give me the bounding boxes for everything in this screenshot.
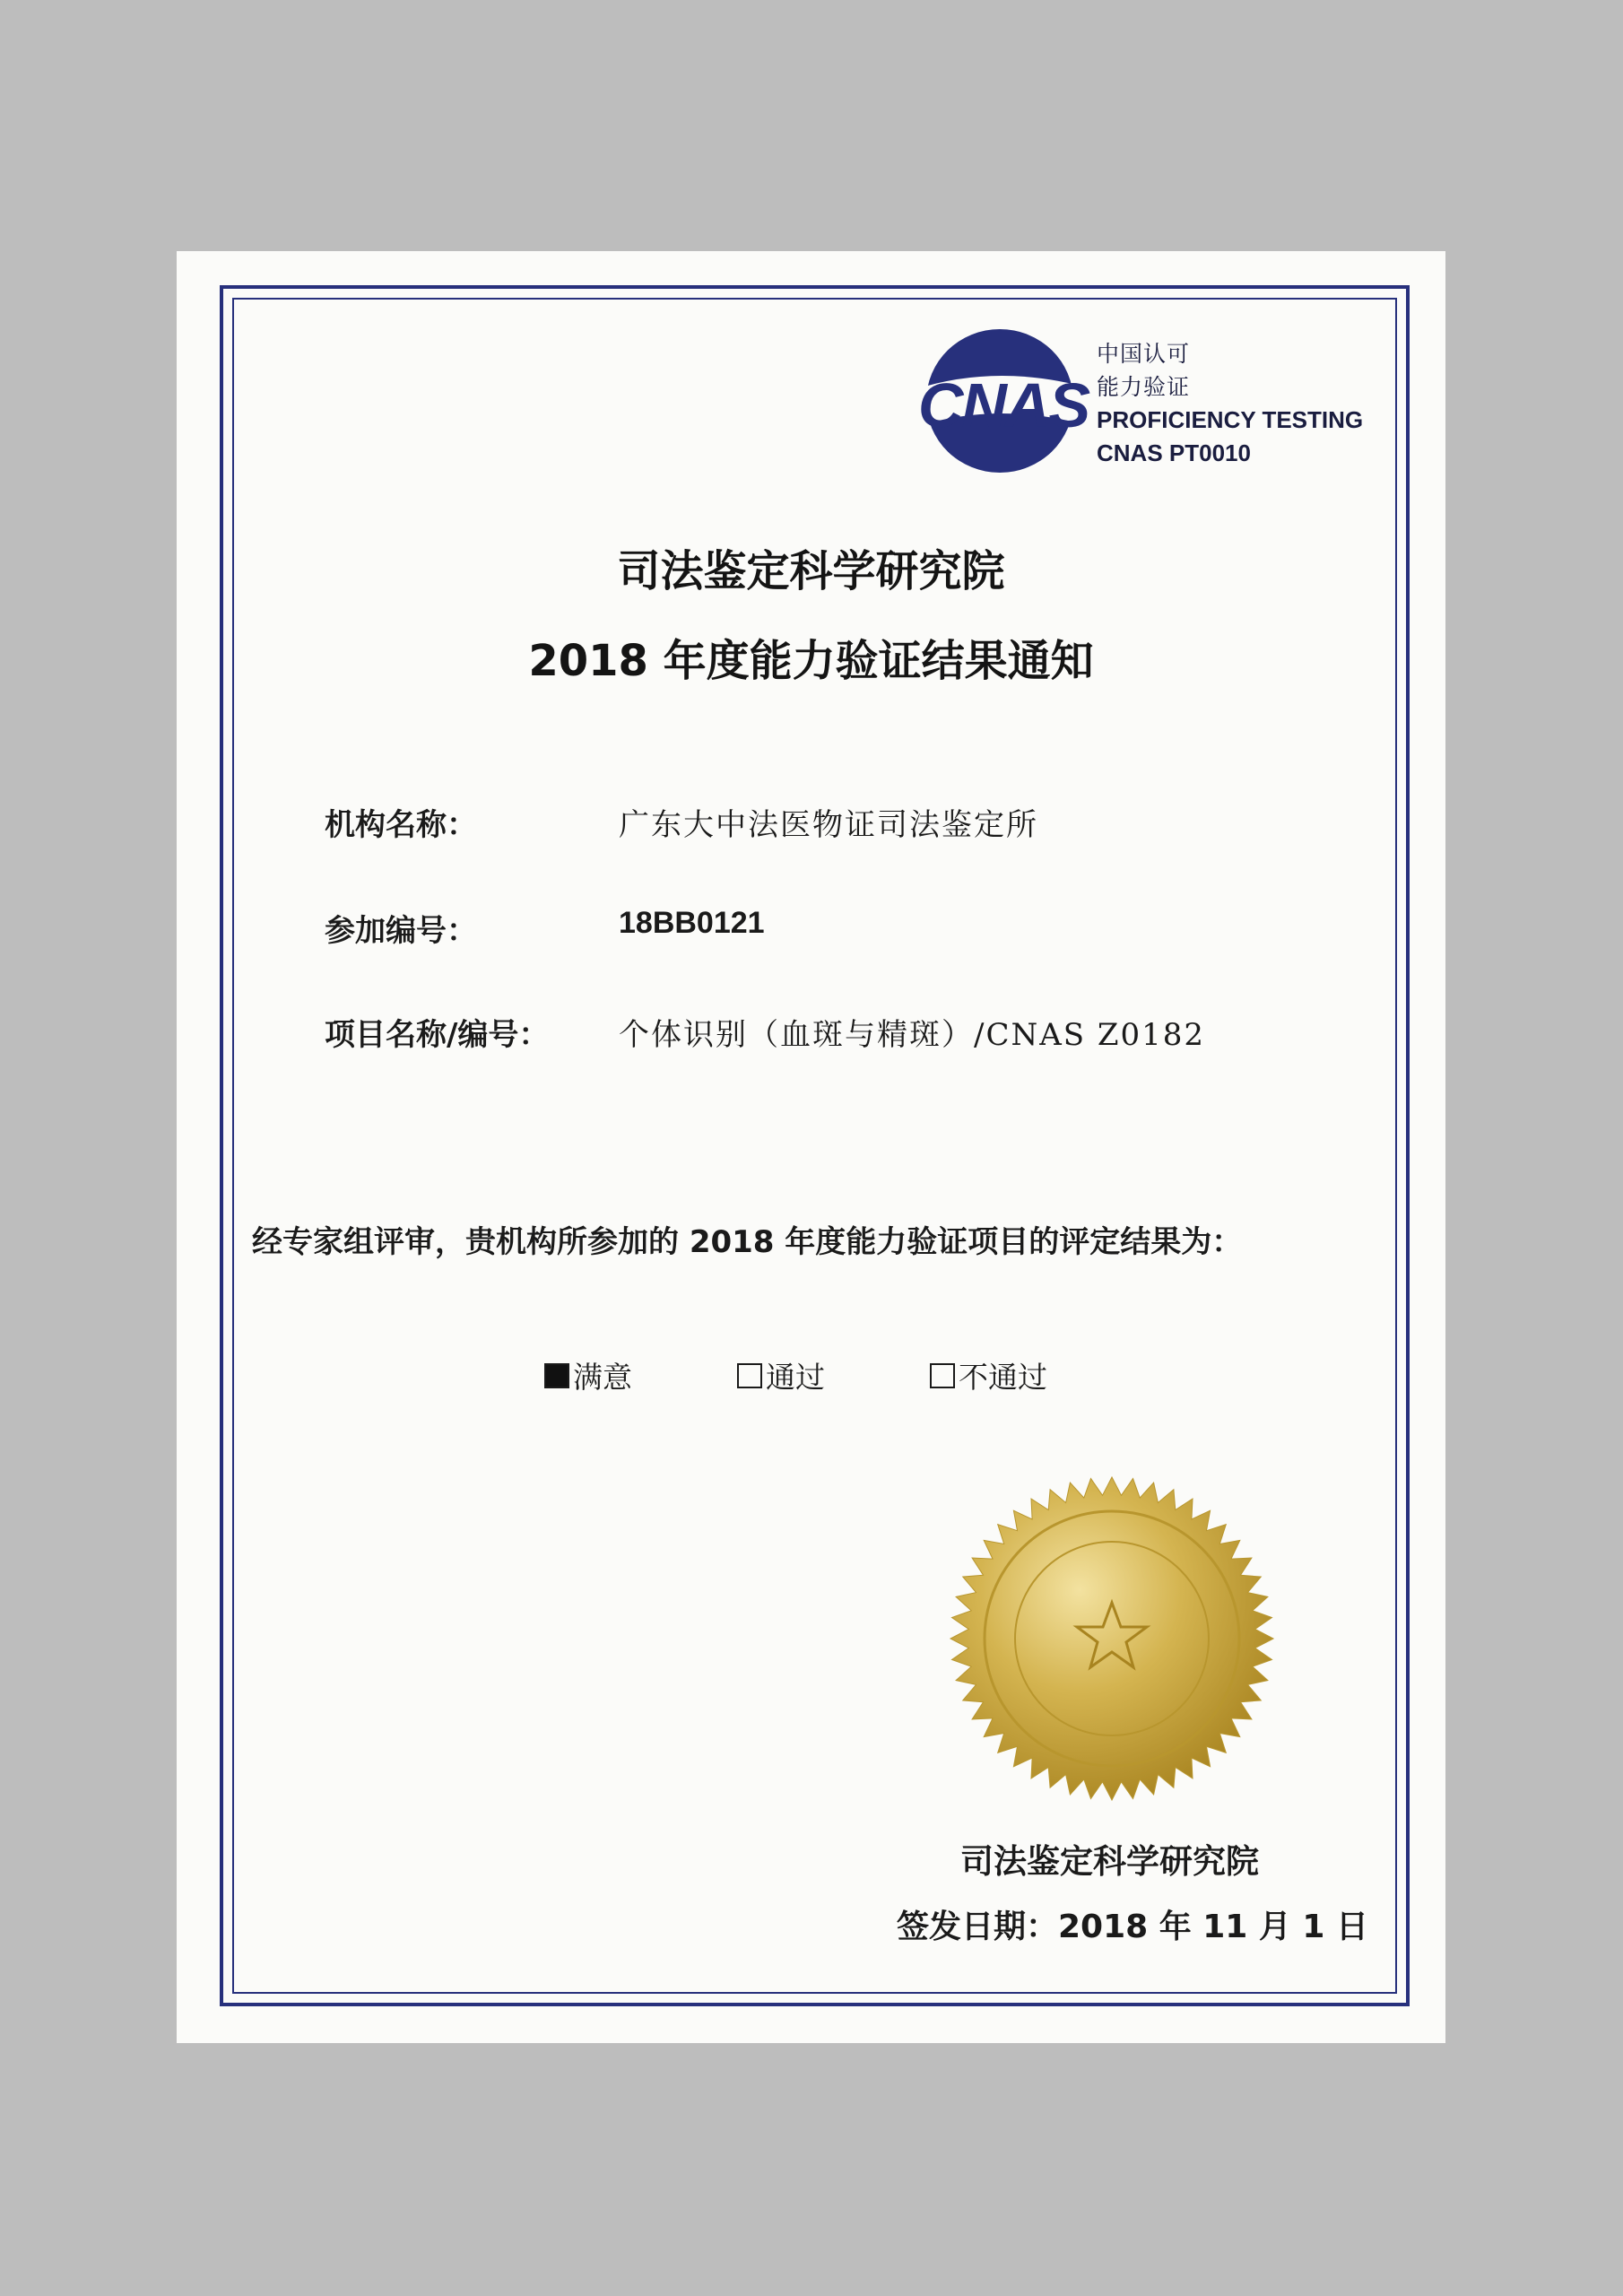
certificate-paper <box>177 251 1445 2043</box>
unchecked-box-icon <box>930 1363 955 1388</box>
checked-box-icon <box>544 1363 569 1388</box>
cnas-logo-text <box>1097 337 1363 470</box>
org-name-value: 广东大中法医物证司法鉴定所 <box>619 807 1038 843</box>
logo-cn-line1: 中国认可 <box>1097 341 1191 367</box>
project-label: 项目名称/编号： <box>325 1017 550 1053</box>
result-option-satisfactory <box>544 1354 632 1396</box>
participant-id-label: 参加编号： <box>325 913 477 949</box>
result-option-label: 不通过 <box>959 1360 1047 1395</box>
project-value: 个体识别（血斑与精斑）/CNAS Z0182 <box>619 1017 1206 1053</box>
certificate-title-notice: 2018 年度能力验证结果通知 <box>528 636 1094 686</box>
unchecked-box-icon <box>737 1363 762 1388</box>
issuer-name: 司法鉴定科学研究院 <box>960 1842 1259 1881</box>
result-option-label: 通过 <box>766 1360 825 1395</box>
cnas-logo-icon <box>910 326 1098 479</box>
logo-cn-line2: 能力验证 <box>1097 374 1191 400</box>
cnas-logo-mark: CNAS <box>917 370 1089 440</box>
result-option-fail <box>930 1354 1047 1396</box>
result-option-label: 满意 <box>573 1360 632 1395</box>
evaluation-statement: 经专家组评审，贵机构所参加的 2018 年度能力验证项目的评定结果为： <box>252 1224 1243 1260</box>
participant-id-value: 18BB0121 <box>619 906 765 940</box>
certificate-title-institute: 司法鉴定科学研究院 <box>617 546 1005 596</box>
result-option-pass <box>737 1354 825 1396</box>
logo-en-line1: PROFICIENCY TESTING <box>1097 406 1364 433</box>
issue-date: 签发日期：2018 年 11 月 1 日 <box>897 1909 1369 1945</box>
org-name-label: 机构名称： <box>325 807 477 843</box>
logo-en-line2: CNAS PT0010 <box>1097 439 1251 466</box>
gold-star-seal-icon <box>946 1473 1278 1805</box>
